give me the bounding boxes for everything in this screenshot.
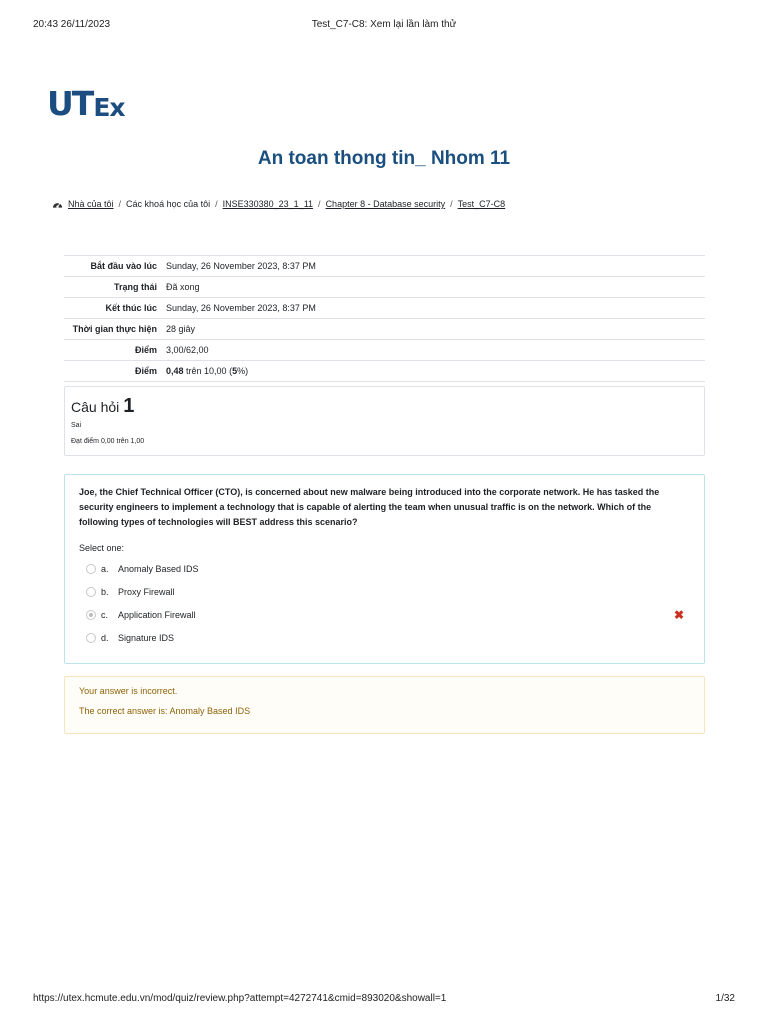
summary-value: Sunday, 26 November 2023, 8:37 PM (166, 303, 316, 313)
question-number-value: 1 (123, 395, 135, 417)
question-text: Joe, the Chief Technical Officer (CTO), is concerned about new malware being introduced into the corporate network. He has tasked the security engineers to implement a technology that is capable of alerting the team when unusual traffic is on the network. Which of the following types of technologies will BEST address this scenario? (79, 487, 660, 527)
feedback-status: Your answer is incorrect. (79, 686, 178, 696)
attempt-summary-table (64, 255, 705, 382)
breadcrumb-item-chapter[interactable]: Chapter 8 - Database security (325, 199, 446, 209)
breadcrumb-separator: / (450, 199, 453, 209)
grade-value: 0,48 (166, 366, 184, 376)
answer-radio-selected[interactable] (86, 610, 96, 620)
grade-out-of: trên 10,00 ( (183, 366, 233, 376)
grade-percent: 5 (232, 366, 238, 376)
summary-value: 3,00/62,00 (166, 345, 209, 355)
breadcrumb-separator: / (318, 199, 321, 209)
breadcrumb (52, 199, 505, 209)
answer-radio[interactable] (86, 587, 96, 597)
breadcrumb-item-home[interactable]: Nhà của tôi (68, 199, 114, 209)
breadcrumb-separator: / (215, 199, 218, 209)
answer-letter: b. (101, 586, 109, 597)
summary-value: 28 giây (166, 324, 196, 334)
feedback-correct-answer: The correct answer is: Anomaly Based IDS (79, 706, 251, 716)
logo-text-main: UT (47, 84, 93, 123)
print-document-title: Test_C7-C8: Xem lại lần làm thử (311, 19, 457, 30)
select-one-prompt: Select one: (79, 543, 125, 553)
answer-radio[interactable] (86, 564, 96, 574)
answer-text: Application Firewall (118, 609, 196, 620)
answer-text: Signature IDS (118, 632, 175, 643)
feedback-box (64, 676, 705, 734)
answer-option-c[interactable] (79, 603, 690, 626)
breadcrumb-separator: / (118, 199, 122, 209)
logo-text-small: Ex (93, 93, 125, 122)
question-label: Câu hỏi (71, 399, 120, 415)
print-url: https://utex.hcmute.edu.vn/mod/quiz/review.php?attempt=4272741&cmid=893020&showall=1 (33, 993, 447, 1004)
answer-list (79, 557, 690, 649)
print-timestamp: 20:43 26/11/2023 (33, 19, 111, 30)
summary-label: Điểm (134, 366, 157, 376)
answer-option-b[interactable] (79, 580, 690, 603)
summary-label: Thời gian thực hiện (72, 324, 157, 334)
dashboard-icon (52, 199, 63, 209)
question-grade: Đạt điểm 0,00 trên 1,00 (71, 438, 145, 445)
answer-letter: a. (101, 563, 109, 574)
summary-value (162, 361, 705, 382)
grade-percent-end: %) (237, 366, 249, 376)
question-number (71, 395, 698, 418)
summary-row-state (64, 277, 705, 298)
summary-label: Kết thúc lúc (105, 303, 157, 313)
summary-row-marks (64, 340, 705, 361)
answer-letter: d. (101, 632, 109, 643)
summary-row-completed (64, 298, 705, 319)
summary-label: Điểm (134, 345, 157, 355)
print-page-number: 1/32 (715, 993, 735, 1004)
breadcrumb-item-quiz[interactable]: Test_C7-C8 (457, 199, 506, 209)
summary-row-grade (64, 361, 705, 382)
answer-text: Anomaly Based IDS (118, 563, 199, 574)
page-title: An toan thong tin_ Nhom 11 (257, 148, 511, 169)
breadcrumb-item-course[interactable]: INSE330380_23_1_11 (222, 199, 314, 209)
question-state: Sai (71, 422, 82, 429)
summary-label: Trạng thái (113, 282, 157, 292)
answer-letter: c. (101, 609, 109, 620)
answer-option-d[interactable] (79, 626, 690, 649)
summary-value: Sunday, 26 November 2023, 8:37 PM (166, 261, 316, 271)
answer-radio[interactable] (86, 633, 96, 643)
utex-logo[interactable] (47, 84, 125, 123)
close-icon: ✖ (673, 607, 684, 622)
question-content-box (64, 474, 705, 664)
answer-option-a[interactable] (79, 557, 690, 580)
summary-row-time-taken (64, 319, 705, 340)
breadcrumb-item-my-courses: Các khoá học của tôi (126, 199, 211, 209)
answer-text: Proxy Firewall (118, 586, 175, 597)
summary-row-started (64, 256, 705, 277)
question-info-box (64, 386, 705, 456)
summary-value: Đã xong (166, 282, 200, 292)
summary-label: Bắt đầu vào lúc (90, 261, 157, 271)
